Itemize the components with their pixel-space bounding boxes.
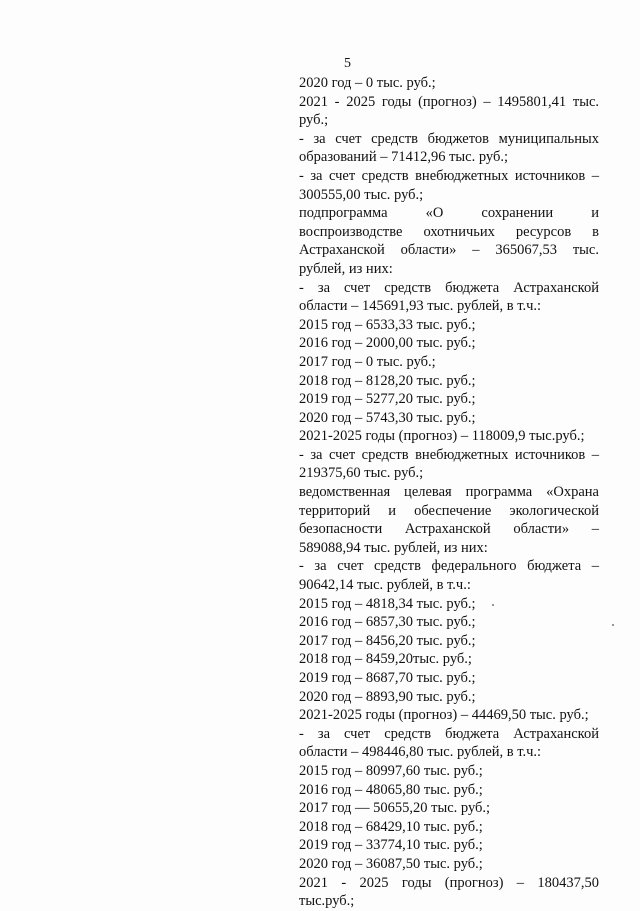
text-line: - за счет средств бюджетов муниципальных bbox=[299, 130, 599, 147]
text-line: образований – 71412,96 тыс. руб.; bbox=[299, 149, 508, 166]
text-line: 219375,60 тыс. руб.; bbox=[299, 465, 424, 482]
text-line: области – 498446,80 тыс. рублей, в т.ч.: bbox=[299, 744, 542, 761]
text-line: 2019 год – 8687,70 тыс. руб.; bbox=[299, 670, 476, 686]
text-line: Астраханской области» – 365067,53 тыс. bbox=[299, 242, 599, 259]
text-line: воспроизводстве охотничьих ресурсов в bbox=[299, 223, 599, 240]
text-line: 2015 год – 80997,60 тыс. руб.; bbox=[299, 762, 483, 779]
scan-speck bbox=[612, 624, 614, 626]
text-line: 2018 год – 68429,10 тыс. руб.; bbox=[299, 818, 483, 835]
text-line: рублей, из них: bbox=[299, 260, 393, 277]
text-line: 2017 год — 50655,20 тыс. руб.; bbox=[299, 800, 491, 817]
text-line: 2018 год – 8128,20 тыс. руб.; bbox=[299, 372, 476, 389]
text-line: 2019 год – 5277,20 тыс. руб.; bbox=[299, 391, 476, 408]
text-line: 2020 год – 0 тыс. руб.; bbox=[299, 75, 436, 91]
text-line: 2019 год – 33774,10 тыс. руб.; bbox=[299, 837, 483, 854]
text-line: безопасности Астраханской области» – bbox=[299, 521, 599, 538]
text-line: 2016 год – 2000,00 тыс. руб.; bbox=[299, 335, 476, 352]
text-line: ведомственная целевая программа «Охрана bbox=[299, 484, 599, 501]
text-line: - за счет средств бюджета Астраханской bbox=[299, 725, 599, 742]
scan-speck bbox=[492, 604, 494, 606]
page-number: 5 bbox=[344, 56, 351, 71]
text-line: территорий и обеспечение экологической bbox=[299, 502, 599, 519]
text-line: - за счет средств внебюджетных источников – bbox=[299, 167, 599, 184]
text-line: 2017 год – 8456,20 тыс. руб.; bbox=[299, 632, 476, 649]
text-line: 2021-2025 годы (прогноз) – 44469,50 тыс. руб.; bbox=[299, 707, 589, 724]
text-line: 589088,94 тыс. рублей, из них: bbox=[299, 539, 488, 556]
text-line: - за счет средств федерального бюджета – bbox=[299, 558, 599, 575]
text-line: 2020 год – 5743,30 тыс. руб.; bbox=[299, 409, 476, 426]
text-line: 2020 год – 8893,90 тыс. руб.; bbox=[299, 688, 476, 705]
document-text-column bbox=[299, 74, 599, 911]
text-line: - за счет средств внебюджетных источников – bbox=[299, 446, 599, 463]
text-line: 2016 год – 6857,30 тыс. руб.; bbox=[299, 614, 476, 631]
text-line: руб.; bbox=[299, 112, 329, 129]
text-line: 2016 год – 48065,80 тыс. руб.; bbox=[299, 781, 483, 798]
text-line: 2021 - 2025 годы (прогноз) – 180437,50 bbox=[299, 874, 599, 891]
text-line: тыс.руб.; bbox=[299, 893, 355, 910]
text-line: 2017 год – 0 тыс. руб.; bbox=[299, 353, 436, 370]
text-line: 2021 - 2025 годы (прогноз) – 1495801,41 тыс. bbox=[299, 93, 599, 110]
text-line: - за счет средств бюджета Астраханской bbox=[299, 279, 599, 296]
text-line: 300555,00 тыс. руб.; bbox=[299, 186, 424, 203]
text-line: подпрограмма «О сохранении и bbox=[299, 205, 599, 222]
text-line: 2015 год – 4818,34 тыс. руб.; bbox=[299, 595, 476, 612]
text-line: 2018 год – 8459,20тыс. руб.; bbox=[299, 651, 472, 668]
text-line: области – 145691,93 тыс. рублей, в т.ч.: bbox=[299, 298, 542, 315]
text-line: 2015 год – 6533,33 тыс. руб.; bbox=[299, 316, 476, 333]
text-line: 2020 год – 36087,50 тыс. руб.; bbox=[299, 855, 483, 872]
text-line: 2021-2025 годы (прогноз) – 118009,9 тыс.руб.; bbox=[299, 428, 585, 445]
text-line: 90642,14 тыс. рублей, в т.ч.: bbox=[299, 577, 471, 594]
